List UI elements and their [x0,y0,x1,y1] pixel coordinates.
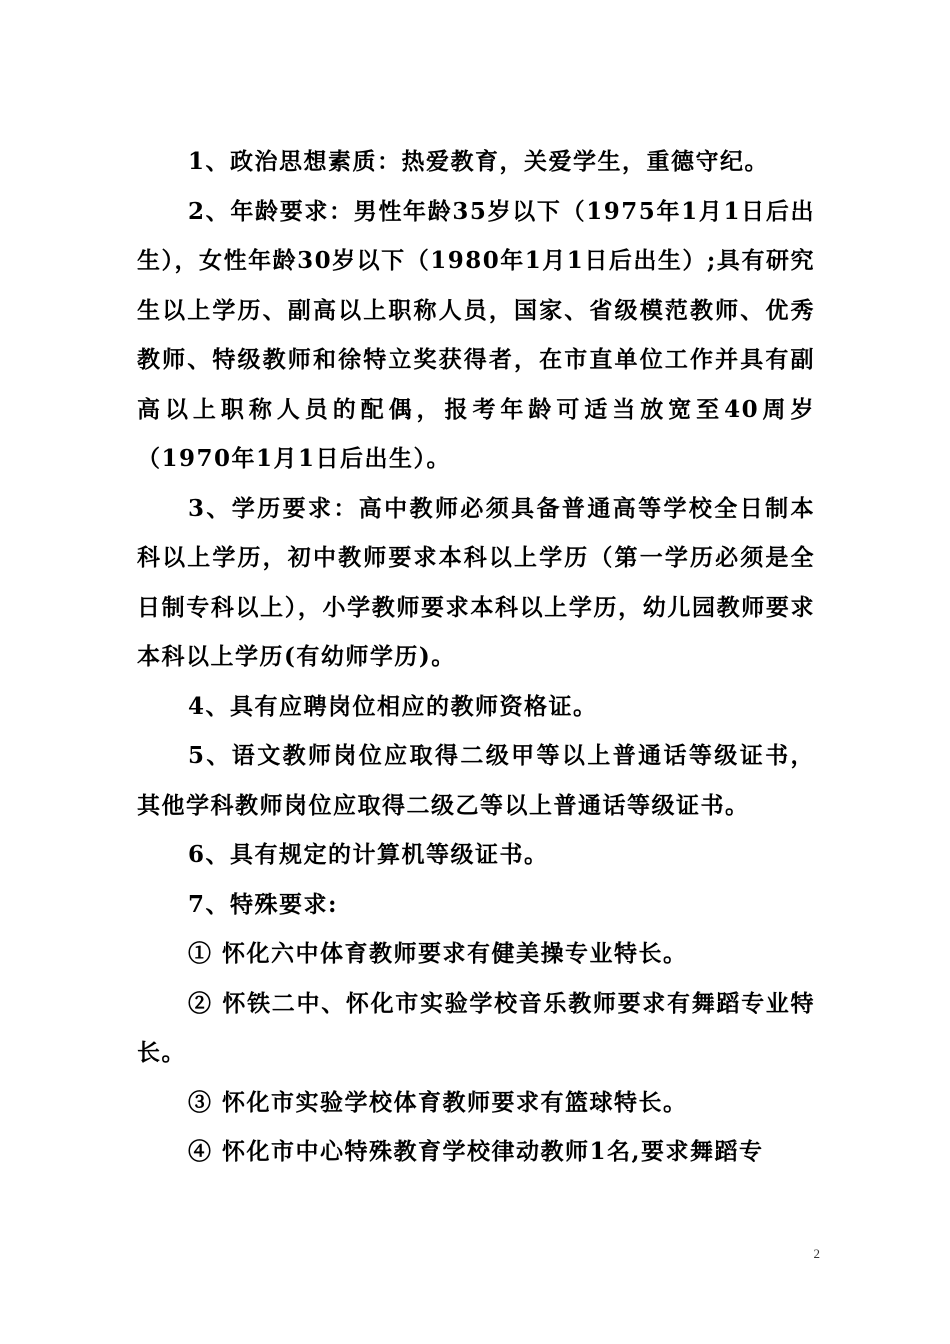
paragraph-education-requirement: 3、学历要求：高中教师必须具备普通高等学校全日制本科以上学历，初中教师要求本科以上学历（第一学历必须是全日制专科以上），小学教师要求本科以上学历，幼儿园教师要求本科以上学历(有幼师学历)。 [137,494,815,670]
paragraph-political-quality: 1、政治思想素质：热爱教育，关爱学生，重德守纪。 [188,148,770,175]
paragraph-special-item-1: ① 怀化六中体育教师要求有健美操专业特长。 [188,940,688,967]
paragraph-special-item-4: ④ 怀化市中心特殊教育学校律动教师1名,要求舞蹈专 [188,1138,764,1165]
paragraph-age-requirement: 2、年龄要求：男性年龄35岁以下（1975年1月1日后出生），女性年龄30岁以下（1980年1月1日后出生）;具有研究生以上学历、副高以上职称人员，国家、省级模范教师、优秀教师、特级教师和徐特立奖获得者，在市直单位工作并具有副高以上职称人员的配偶，报考年龄可适当放宽至40周岁（1970年1月1日后出生）。 [137,197,815,472]
paragraph-teacher-certificate: 4、具有应聘岗位相应的教师资格证。 [188,692,598,720]
paragraph-special-item-2: ② 怀铁二中、怀化市实验学校音乐教师要求有舞蹈专业特长。 [137,989,815,1066]
document-body [137,137,815,1177]
paragraph-special-requirements: 7、特殊要求: [188,890,338,918]
paragraph-mandarin-certificate: 5、语文教师岗位应取得二级甲等以上普通话等级证书，其他学科教师岗位应取得二级乙等以上普通话等级证书。 [137,742,815,819]
paragraph-computer-certificate: 6、具有规定的计算机等级证书。 [188,841,549,868]
page-number: 2 [813,1246,820,1261]
paragraph-special-item-3: ③ 怀化市实验学校体育教师要求有篮球特长。 [188,1088,688,1116]
